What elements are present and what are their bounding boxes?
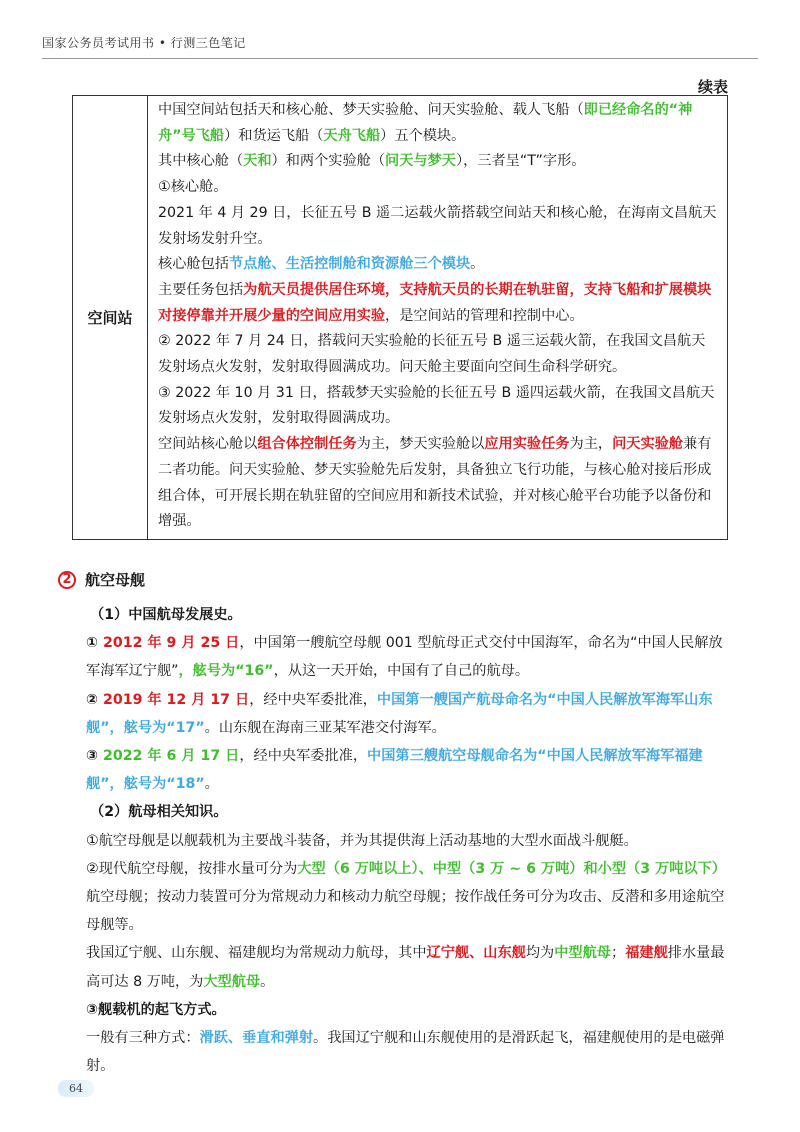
text: ③ [86, 748, 103, 765]
text: 。 [470, 256, 485, 273]
highlight-green: ，舷号为“16” [178, 663, 274, 680]
highlight-green: 大型（6 万吨以上）、中型（3 万 ~ 6 万吨）和小型（3 万吨以下） [297, 860, 726, 877]
text: 航空母舰；按动力装置可分为常规动力和核动力航空母舰；按作战任务可分为攻击、反潜和多用途航空母舰等。 [86, 889, 725, 934]
text: 。 [260, 973, 275, 990]
paragraph-chinese-carriers [86, 939, 736, 995]
subheading-knowledge: （2）航母相关知识。 [90, 804, 228, 821]
page-number: 64 [58, 1080, 94, 1097]
paragraph-liaoning [86, 629, 736, 685]
paragraph-modules [158, 98, 717, 149]
text: 。山东舰在海南三亚某军港交付海军。 [204, 719, 446, 736]
text: 主要任务包括 [158, 281, 244, 298]
text: 。我国辽宁舰和山东舰使用的是滑跃起飞，福建舰使用的是电磁弹射。 [86, 1030, 725, 1075]
highlight-red: 辽宁舰、山东舰 [426, 945, 526, 962]
subheading-history: （1）中国航母发展史。 [90, 607, 242, 623]
carrier-section-body [86, 601, 736, 1080]
paragraph-classification [86, 855, 736, 940]
table-continued-label: 续表 [697, 78, 728, 96]
text: 排水量最高可达 8 万吨，为 [86, 945, 725, 990]
highlight-red: 2012 年 9 月 25 日 [102, 635, 240, 652]
paragraph-mengtian: ③ 2022 年 10 月 31 日，搭载梦天实验舱的长征五号 B 遥四运载火箭，在我国文昌航天发射场点火发射，发射取得圆满成功。 [158, 384, 715, 427]
text: ，中国第一艘航空母舰 001 型航母正式交付中国海军，命名为“中国人民解放军海军辽宁舰” [86, 635, 723, 680]
space-station-table [72, 95, 728, 540]
text: ）五个模块。 [380, 127, 466, 144]
text: ，经中央军委批准， [239, 748, 368, 765]
text: ，经中央军委批准， [249, 691, 377, 708]
highlight-blue: 中国第三艘航空母舰命名为“中国人民解放军海军福建舰”，舷号为“18” [86, 748, 703, 793]
highlight-red: 问天实验舱 [612, 436, 684, 453]
highlight-red: 应用实验任务 [484, 436, 570, 453]
row-label: 空间站 [73, 96, 148, 540]
highlight-green: 天和 [243, 153, 272, 170]
text: 我国辽宁舰、山东舰、福建舰均为常规动力航母，其中 [86, 945, 427, 962]
table-row [73, 96, 728, 540]
text: 。 [204, 776, 219, 793]
text: ），三者呈“T”字形。 [456, 153, 586, 170]
circled-number-icon: 2 [58, 571, 76, 589]
highlight-blue: 中国第一艘国产航母命名为“中国人民解放军海军山东舰”，舷号为“17” [86, 691, 713, 736]
paragraph-fujian [86, 742, 736, 798]
highlight-green: 中型航母 [554, 945, 611, 962]
paragraph-shandong [86, 686, 736, 742]
section-title: 航空母舰 [85, 571, 146, 589]
section-heading [58, 569, 145, 590]
text: ）和货运飞船（ [224, 127, 324, 144]
paragraph-takeoff-methods [86, 1024, 736, 1080]
text: ，从这一天开始，中国有了自己的航母。 [273, 663, 530, 680]
text: ②现代航空母舰，按排水量可分为 [86, 860, 298, 877]
paragraph-core-parts [158, 252, 717, 278]
paragraph-core-tasks [158, 278, 717, 329]
highlight-blue: 滑跃、垂直和弹射 [199, 1030, 314, 1047]
highlight-green: 即已经命名的“神舟”号飞船 [158, 102, 693, 144]
highlight-red: 组合体控制任务 [257, 436, 357, 453]
paragraph-functions [158, 432, 717, 535]
paragraph-core-heading: ①核心舱。 [158, 179, 228, 196]
text: 其中核心舱（ [158, 153, 244, 170]
highlight-red: 2019 年 12 月 17 日 [102, 691, 250, 708]
text: 空间站核心舱以 [158, 436, 258, 453]
text: ① [86, 635, 103, 652]
highlight-green: 天舟飞船 [323, 127, 381, 144]
paragraph-core-launch: 2021 年 4 月 29 日，长征五号 B 遥二运载火箭搭载空间站天和核心舱，在海南文昌航天发射场发射升空。 [158, 204, 717, 247]
text: 兼有二者功能。问天实验舱、梦天实验舱先后发射，具备独立飞行功能，与核心舱对接后形成组合体，可开展长期在轨驻留的空间应用和新技术试验，并对核心舱平台功能予以备份和增强。 [158, 436, 712, 530]
highlight-red: 为航天员提供居住环境，支持航天员的长期在轨驻留，支持飞船和扩展模块对接停靠并开展少量的空间应用实验 [158, 281, 712, 324]
highlight-red: 福建舰 [625, 945, 668, 962]
paragraph-definition: ①航空母舰是以舰载机为主要战斗装备，并为其提供海上活动基地的大型水面战斗舰艇。 [86, 832, 638, 849]
text: 为主，梦天实验舱以 [356, 436, 485, 453]
subheading-takeoff: ③舰载机的起飞方式。 [86, 1001, 226, 1018]
highlight-blue: 节点舱、生活控制舱和资源舱三个模块 [228, 256, 471, 273]
text: 为主， [569, 436, 613, 453]
running-header: 国家公务员考试用书 • 行测三色笔记 [42, 36, 246, 50]
paragraph-wentian: ② 2022 年 7 月 24 日，搭载问天实验舱的长征五号 B 遥三运载火箭，在我国文昌航天发射场点火发射，发射取得圆满成功。问天舱主要面向空间生命科学研究。 [158, 333, 706, 376]
text: ② [86, 691, 103, 708]
highlight-green: 大型航母 [203, 973, 261, 990]
header-divider [42, 58, 758, 59]
highlight-green: 问天与梦天 [385, 153, 456, 170]
text: 核心舱包括 [158, 256, 229, 273]
paragraph-layout [158, 149, 717, 175]
text: ）和两个实验舱（ [271, 153, 386, 170]
text: 中国空间站包括天和核心舱、梦天实验舱、问天实验舱、载人飞船（ [158, 102, 584, 118]
text: ，是空间站的管理和控制中心。 [385, 307, 584, 324]
row-content [148, 96, 728, 540]
highlight-green: 2022 年 6 月 17 日 [102, 748, 240, 765]
text: 一般有三种方式： [86, 1030, 200, 1047]
text: ； [611, 945, 626, 962]
text: 均为 [525, 945, 555, 962]
